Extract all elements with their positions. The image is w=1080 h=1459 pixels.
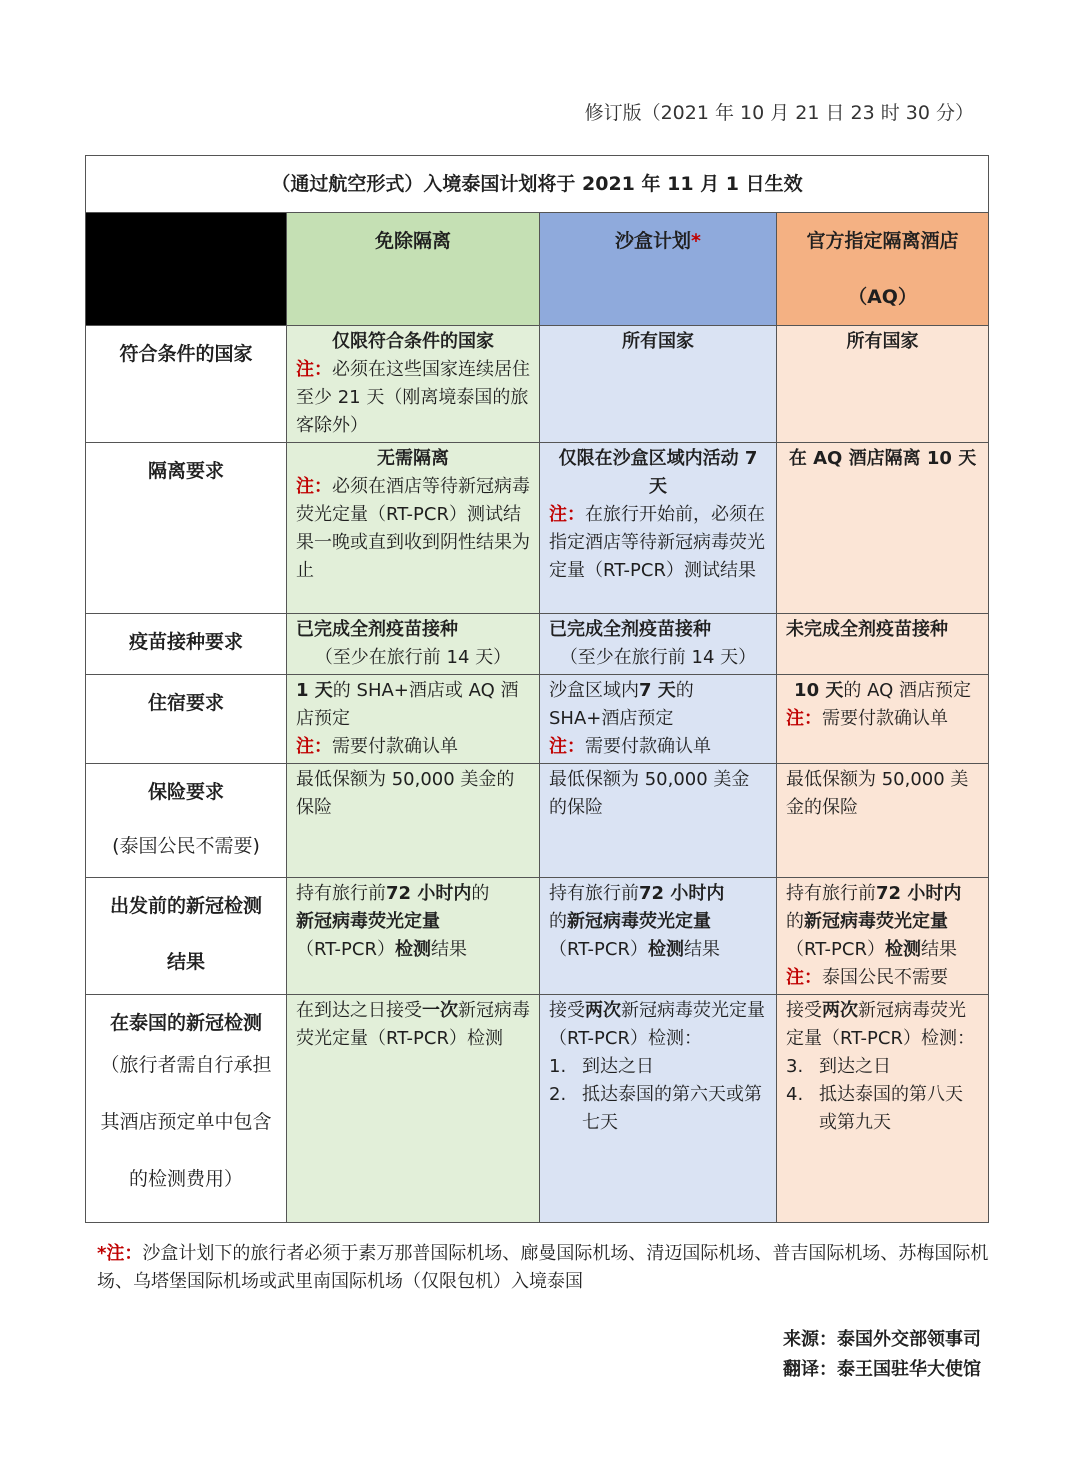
source-line: 来源：泰国外交部领事司 (783, 1329, 981, 1350)
cell-vaccine-exempt: 已完成全剂疫苗接种 （至少在旅行前 14 天） (287, 614, 540, 675)
column-header-sandbox: 沙盒计划* (540, 213, 777, 326)
cell-vaccine-sandbox: 已完成全剂疫苗接种 （至少在旅行前 14 天） (540, 614, 777, 675)
cell-insurance-sandbox: 最低保额为 50,000 美金的保险 (540, 764, 777, 878)
cell-pretest-aq: 持有旅行前72 小时内 的新冠病毒荧光定量 （RT-PCR）检测结果 注：泰国公民不需要 (777, 878, 989, 995)
cell-accommodation-sandbox: 沙盒区域内7 天的 SHA+酒店预定 注：需要付款确认单 (540, 675, 777, 764)
row-label-eligible: 符合条件的国家 (86, 326, 287, 443)
entry-plan-table (85, 155, 989, 1223)
cell-eligible-aq: 所有国家 (777, 326, 989, 443)
row-label-vaccine: 疫苗接种要求 (86, 614, 287, 675)
row-label-thaitest: 在泰国的新冠检测 （旅行者需自行承担其酒店预定单中包含的检测费用） (86, 995, 287, 1223)
table-row-accommodation (86, 675, 989, 764)
footnote-label: *注： (97, 1243, 143, 1264)
cell-insurance-aq: 最低保额为 50,000 美金的保险 (777, 764, 989, 878)
cell-thaitest-exempt: 在到达之日接受一次新冠病毒荧光定量（RT-PCR）检测 (287, 995, 540, 1223)
cell-quarantine-aq: 在 AQ 酒店隔离 10 天 (777, 443, 989, 614)
cell-eligible-sandbox: 所有国家 (540, 326, 777, 443)
column-header-exempt: 免除隔离 (287, 213, 540, 326)
table-row-insurance (86, 764, 989, 878)
table-caption: （通过航空形式）入境泰国计划将于 2021 年 11 月 1 日生效 (86, 156, 989, 213)
source-credits (783, 1325, 981, 1385)
cell-thaitest-sandbox: 接受两次新冠病毒荧光定量（RT-PCR）检测： 1. 到达之日 2. 抵达泰国的第六天或第七天 (540, 995, 777, 1223)
cell-accommodation-aq: 10 天的 AQ 酒店预定 注：需要付款确认单 (777, 675, 989, 764)
table-row-quarantine (86, 443, 989, 614)
cell-quarantine-sandbox: 仅限在沙盒区域内活动 7 天 注：在旅行开始前，必须在指定酒店等待新冠病毒荧光定量（RT-PCR）测试结果 (540, 443, 777, 614)
list-item: 2. 抵达泰国的第六天或第七天 (549, 1084, 762, 1133)
row-label-accommodation: 住宿要求 (86, 675, 287, 764)
row-label-insurance: 保险要求 (泰国公民不需要) (86, 764, 287, 878)
cell-thaitest-aq: 接受两次新冠病毒荧光定量（RT-PCR）检测： 3. 到达之日 4. 抵达泰国的第八天或第九天 (777, 995, 989, 1223)
cell-pretest-sandbox: 持有旅行前72 小时内 的新冠病毒荧光定量 （RT-PCR）检测结果 (540, 878, 777, 995)
table-row-eligible (86, 326, 989, 443)
row-label-pretest: 出发前的新冠检测 结果 (86, 878, 287, 995)
table-caption-row (86, 156, 989, 213)
cell-insurance-exempt: 最低保额为 50,000 美金的保险 (287, 764, 540, 878)
cell-eligible-exempt: 仅限符合条件的国家 注：必须在这些国家连续居住至少 21 天（刚离境泰国的旅客除外） (287, 326, 540, 443)
cell-pretest-exempt: 持有旅行前72 小时内的 新冠病毒荧光定量 （RT-PCR）检测结果 (287, 878, 540, 995)
table-row-pretest (86, 878, 989, 995)
translation-line: 翻译：泰王国驻华大使馆 (783, 1359, 981, 1380)
table-row-thaitest (86, 995, 989, 1223)
sandbox-footnote (97, 1240, 997, 1296)
list-item: 1. 到达之日 (549, 1056, 654, 1077)
header-corner (86, 213, 287, 326)
header-row (86, 213, 989, 326)
sandbox-asterisk: * (691, 230, 701, 252)
list-item: 3. 到达之日 (786, 1056, 891, 1077)
column-header-aq: 官方指定隔离酒店 （AQ） (777, 213, 989, 326)
table-row-vaccine (86, 614, 989, 675)
footnote-text: 沙盒计划下的旅行者必须于素万那普国际机场、廊曼国际机场、清迈国际机场、普吉国际机场、苏梅国际机场、乌塔堡国际机场或武里南国际机场（仅限包机）入境泰国 (97, 1243, 989, 1292)
list-item: 4. 抵达泰国的第八天或第九天 (786, 1084, 963, 1133)
row-label-quarantine: 隔离要求 (86, 443, 287, 614)
cell-accommodation-exempt: 1 天的 SHA+酒店或 AQ 酒店预定 注：需要付款确认单 (287, 675, 540, 764)
cell-vaccine-aq: 未完成全剂疫苗接种 (777, 614, 989, 675)
revision-date: 修订版（2021 年 10 月 21 日 23 时 30 分） (584, 102, 974, 124)
cell-quarantine-exempt: 无需隔离 注：必须在酒店等待新冠病毒荧光定量（RT-PCR）测试结果一晚或直到收到阴性结果为止 (287, 443, 540, 614)
